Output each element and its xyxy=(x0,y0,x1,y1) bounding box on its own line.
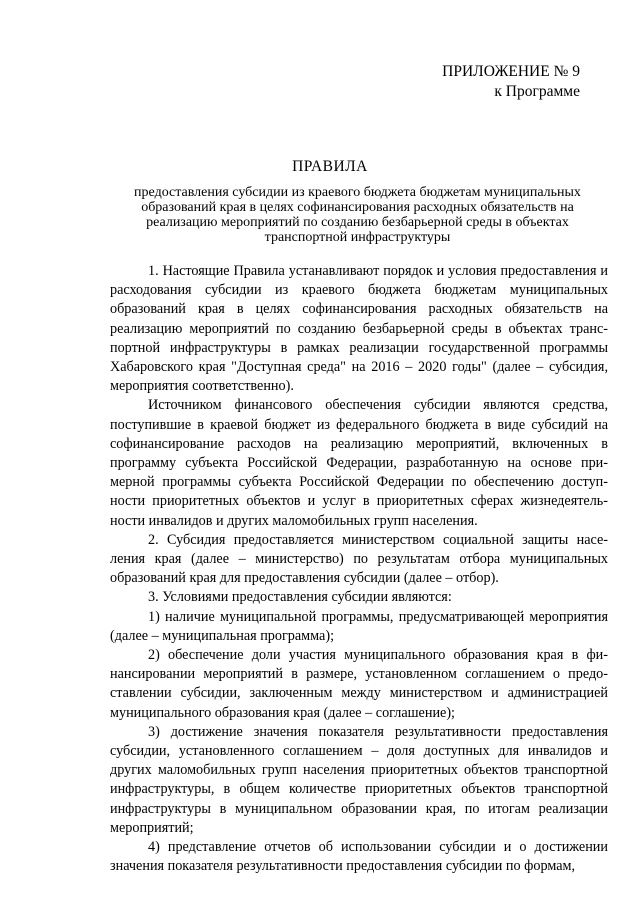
paragraph: 1. Настоящие Правила устанавливают порядок и условия предоставления и расходования субсидии из краевого бюджета бюджетам муниципальных образований края в целях софинансирования расходных обязательств на реализацию мероприятий по созданию безбарьерной среды в объектах транспортной инфраструктуры в рамках реализации государственной программы Хабаровского края "Доступная среда" на 2016 – 2020 годы" (далее – субсидия, мероприятия соответственно). xyxy=(110,263,608,395)
paragraph: 4) представление отчетов об использовании субсидии и о достижении значения показателя результативности предоставления субсидии по формам, xyxy=(110,839,608,875)
paragraph: 3. Условиями предоставления субсидии являются: xyxy=(148,589,452,606)
paragraph: 3) достижение значения показателя результативности предоставления субсидии, установленного соглашением – доля доступных для инвалидов и других маломобильных групп населения приоритетных объектов транспортной инфраструктуры, в общем количестве приоритетных объектов транспортной инфраструктуры в муниципальном образовании края, по итогам реализации мероприятий; xyxy=(110,723,608,836)
document-body xyxy=(110,262,608,877)
paragraph: Источником финансового обеспечения субсидии являются средства, поступившие в краевой бюджет из федерального бюджета в виде субсидий на софинансирование расходов на реализацию мероприятий, включенных в программу субъекта Российской Федерации, разработанную на основе примерной программы субъекта Российской Федерации по обеспечению доступности приоритетных объектов и услуг в приоритетных сферах жизнедеятельности инвалидов и других маломобильных групп населения. xyxy=(110,397,608,529)
appendix-header xyxy=(400,62,580,102)
paragraph: 1) наличие муниципальной программы, предусматривающей мероприятия (далее – муниципальная программа); xyxy=(110,608,608,644)
appendix-reference: к Программе xyxy=(494,83,580,100)
appendix-number: ПРИЛОЖЕНИЕ № 9 xyxy=(442,63,580,80)
paragraph: 2) обеспечение доли участия муниципального образования края в финансировании мероприятий в размере, установленном соглашением о предоставлении субсидии, заключенным между министерством и администрацией муниципального образования края (далее – соглашение); xyxy=(110,647,608,721)
document-title: ПРАВИЛА xyxy=(292,158,368,175)
paragraph: 2. Субсидия предоставляется министерством социальной защиты населения края (далее – министерство) по результатам отбора муниципальных образований края для предоставления субсидии (далее – отбор). xyxy=(110,531,608,587)
document-subtitle: предоставления субсидии из краевого бюджета бюджетам муниципальных образований края в целях софинансирования расходных обязательств на реализацию мероприятий по созданию безбарьерной среды в объектах транспортной инфраструктуры xyxy=(134,185,581,245)
